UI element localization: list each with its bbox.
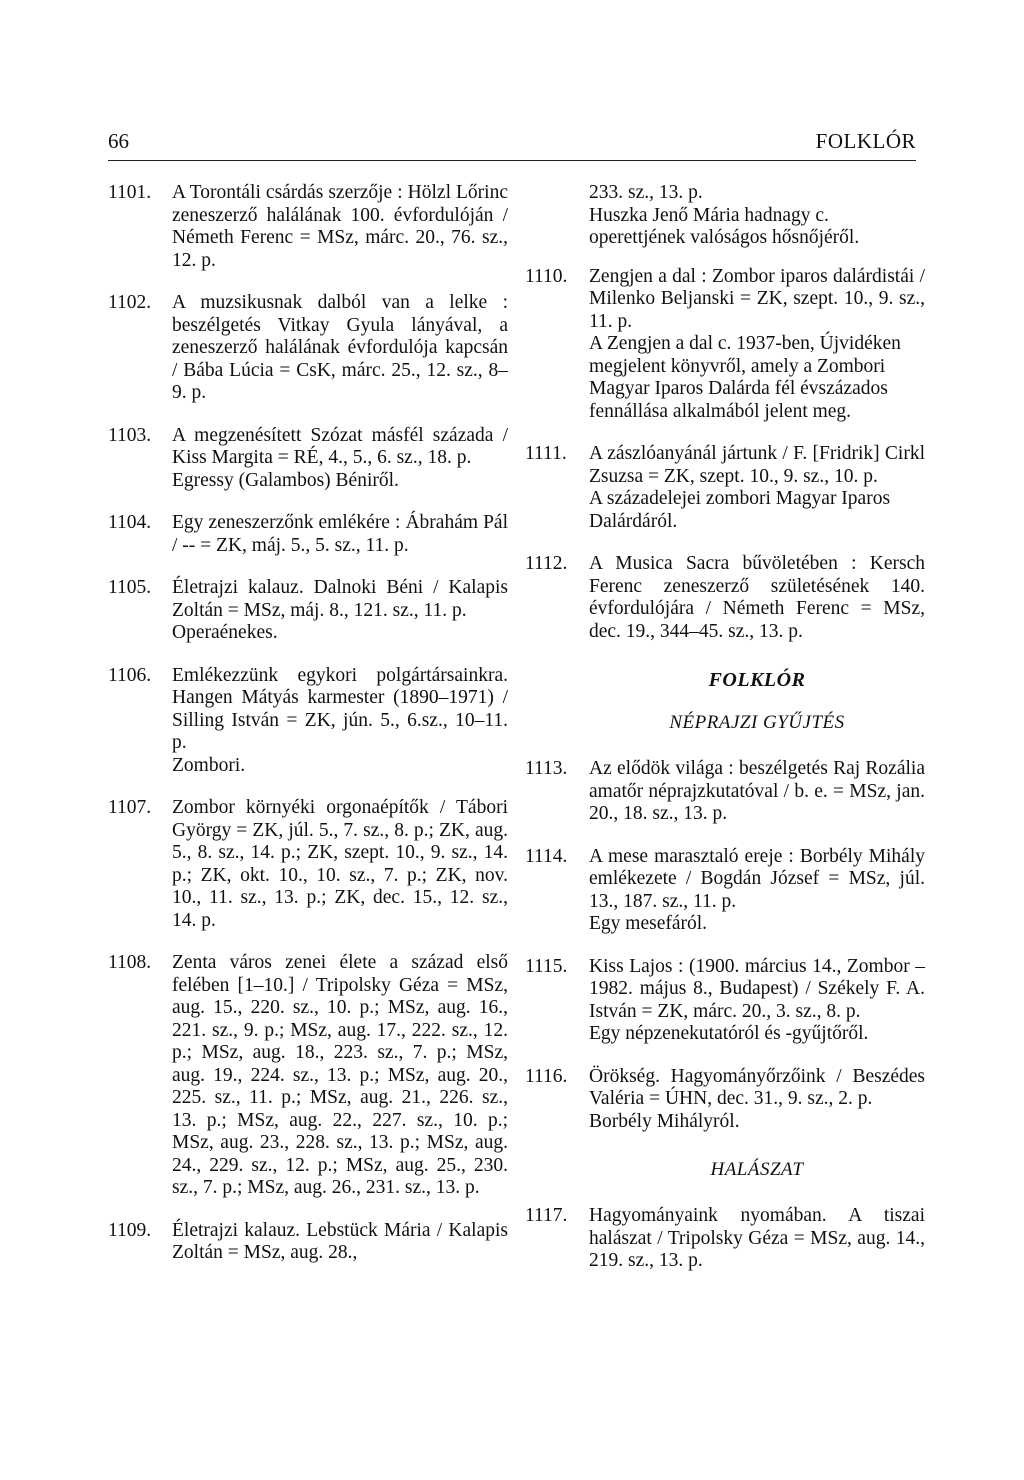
entry-number: 1115. (525, 955, 568, 977)
entry-citation: A zászlóanyánál jártunk / F. [Fridrik] Cirkl Zsuzsa = ZK, szept. 10., 9. sz., 10. p. (589, 443, 925, 487)
entry-citation: Az elődök világa : beszélgetés Raj Rozália amatőr néprajzkutatóval / b. e. = MSz, jan. 20., 18. sz., 13. p. (589, 758, 925, 824)
entry-number: 1108. (108, 952, 152, 973)
entry-citation: Zombor környéki orgonaépítők / Tábori György = ZK, júl. 5., 7. sz., 8. p.; ZK, aug. 5., 8. sz., 14. p.; ZK, szept. 10., 9. sz., 14. p.; ZK, okt. 10., 10. sz., 7. p.; ZK, nov. 10., 11. sz., 13. p.; ZK, dec. 15., 12. sz., 14. p. (172, 797, 508, 931)
bib-entry-1104 (108, 512, 508, 557)
entry-number: 1104. (108, 512, 152, 533)
entry-citation: Hagyományaink nyomában. A tiszai halászat / Tripolsky Géza = MSz, aug. 14., 219. sz., 13. p. (589, 1205, 925, 1271)
left-column (108, 182, 508, 1285)
running-title: FOLKLÓR (815, 129, 916, 153)
entry-number: 1109. (108, 1219, 152, 1241)
entry-citation: Zenta város zenei élete a század első felében [1–10.] / Tripolsky Géza = MSz, aug. 15., 220. sz., 10. p.; MSz, aug. 16., 221. sz., 9. p.; MSz, aug. 17., 222. sz., 12. p.; MSz, aug. 18., 223. sz., 7. p.; MSz, aug. 19., 224. sz., 13. p.; MSz, aug. 20., 225. sz., 11. p.; MSz, aug. 21., 226. sz., 13. p.; MSz, aug. 22., 227. sz., 10. p.; MSz, aug. 23., 228. sz., 13. p.; MSz, aug. 24., 229. sz., 12. p.; MSz, aug. 25., 230. sz., 7. p.; MSz, aug. 26., 231. sz., 13. p. (172, 952, 508, 1198)
entry-citation: 233. sz., 13. p. (589, 182, 703, 203)
entry-number: 1112. (525, 553, 568, 574)
bib-entry-1107 (108, 797, 508, 932)
bib-entry-1110 (525, 266, 925, 424)
bib-entry-1109-continued (525, 182, 925, 250)
entry-number: 1111. (525, 443, 567, 464)
entry-citation: Egy zeneszerzőnk emlékére : Ábrahám Pál / -- = ZK, máj. 5., 5. sz., 11. p. (172, 512, 508, 556)
entry-note: Egy mesefáról. (589, 913, 708, 934)
entry-number: 1113. (525, 758, 568, 779)
section-heading-folklor: FOLKLÓR (708, 669, 806, 691)
bib-entry-1106 (108, 665, 508, 778)
entry-number: 1110. (525, 265, 568, 287)
entry-number: 1116. (525, 1065, 568, 1087)
subsection-heading-neprajzi-gyujtes: NÉPRAJZI GYŰJTÉS (669, 712, 845, 733)
entry-note: Borbély Mihályról. (589, 1110, 740, 1132)
page-header (108, 126, 916, 156)
subsection-heading-halaszat: HALÁSZAT (710, 1159, 804, 1180)
bib-entry-1112 (525, 553, 925, 643)
page-number: 66 (108, 129, 129, 153)
bib-entry-1101 (108, 182, 508, 272)
entry-citation: A Torontáli csárdás szerzője : Hölzl Lőrinc zeneszerző halálának 100. évfordulóján / Németh Ferenc = MSz, márc. 20., 76. sz., 12. p. (172, 182, 508, 271)
entry-note: A Zengjen a dal c. 1937-ben, Újvidéken megjelent könyvről, amely a Zombori Magyar Iparos Dalárda fél évszázados fennállása alkalmából jelent meg. (589, 333, 901, 422)
bib-entry-1108 (108, 952, 508, 1200)
entry-citation: A megzenésített Szózat másfél százada / Kiss Margita = RÉ, 4., 5., 6. sz., 18. p. (172, 424, 508, 468)
entry-citation: Zengjen a dal : Zombor iparos dalárdistái / Milenko Beljanski = ZK, szept. 10., 9. sz., 11. p. (589, 265, 925, 332)
bib-entry-1111 (525, 443, 925, 533)
bib-entry-1115 (525, 956, 925, 1046)
entry-note: Zombori. (172, 754, 246, 776)
entry-number: 1101. (108, 182, 152, 203)
bib-entry-1113 (525, 758, 925, 826)
bib-entry-1116 (525, 1066, 925, 1134)
bib-entry-1114 (525, 846, 925, 936)
entry-citation: A Musica Sacra bűvöletében : Kersch Ferenc zeneszerző születésének 140. évfordulójára / Németh Ferenc = MSz, dec. 19., 344–45. sz., 13. p. (589, 553, 925, 642)
entry-number: 1103. (108, 424, 152, 446)
bib-entry-1103 (108, 425, 508, 493)
entry-note: Egressy (Galambos) Béniről. (172, 469, 399, 491)
bib-entry-1117 (525, 1205, 925, 1273)
entry-note: Egy népzenekutatóról és -gyűjtőről. (589, 1023, 869, 1044)
right-column (525, 182, 925, 1293)
entry-note: Operaénekes. (172, 622, 278, 643)
entry-citation: Kiss Lajos : (1900. március 14., Zombor – 1982. május 8., Budapest) / Székely F. A. István = ZK, márc. 20., 3. sz., 8. p. (589, 955, 925, 1022)
entry-number: 1102. (108, 292, 152, 313)
entry-citation: Örökség. Hagyományőrzőink / Beszédes Valéria = ÚHN, dec. 31., 9. sz., 2. p. (589, 1065, 925, 1109)
entry-citation: A muzsikusnak dalból van a lelke : beszélgetés Vitkay Gyula lányával, a zeneszerző halálának évfordulója kapcsán / Bába Lúcia = CsK, márc. 25., 12. sz., 8–9. p. (172, 292, 508, 403)
entry-note: A századelejei zombori Magyar Iparos Dalárdáról. (589, 488, 891, 532)
entry-number: 1114. (525, 845, 568, 867)
entry-citation: A mese marasztaló ereje : Borbély Mihály emlékezete / Bogdán József = MSz, júl. 13., 187. sz., 11. p. (589, 845, 925, 912)
entry-note: Huszka Jenő Mária hadnagy c. operettjének valóságos hősnőjéről. (589, 204, 860, 248)
entry-number: 1107. (108, 797, 152, 818)
bib-entry-1109 (108, 1220, 508, 1265)
bib-entry-1105 (108, 577, 508, 645)
entry-number: 1106. (108, 664, 152, 686)
entry-number: 1105. (108, 577, 152, 598)
entry-citation: Életrajzi kalauz. Dalnoki Béni / Kalapis Zoltán = MSz, máj. 8., 121. sz., 11. p. (172, 577, 508, 621)
entry-number: 1117. (525, 1205, 568, 1226)
entry-citation: Életrajzi kalauz. Lebstück Mária / Kalapis Zoltán = MSz, aug. 28., (172, 1219, 508, 1263)
header-rule (108, 160, 916, 161)
bib-entry-1102 (108, 292, 508, 405)
entry-citation: Emlékezzünk egykori polgártársainkra. Hangen Mátyás karmester (1890–1971) / Silling István = ZK, jún. 5., 6.sz., 10–11. p. (172, 664, 508, 753)
